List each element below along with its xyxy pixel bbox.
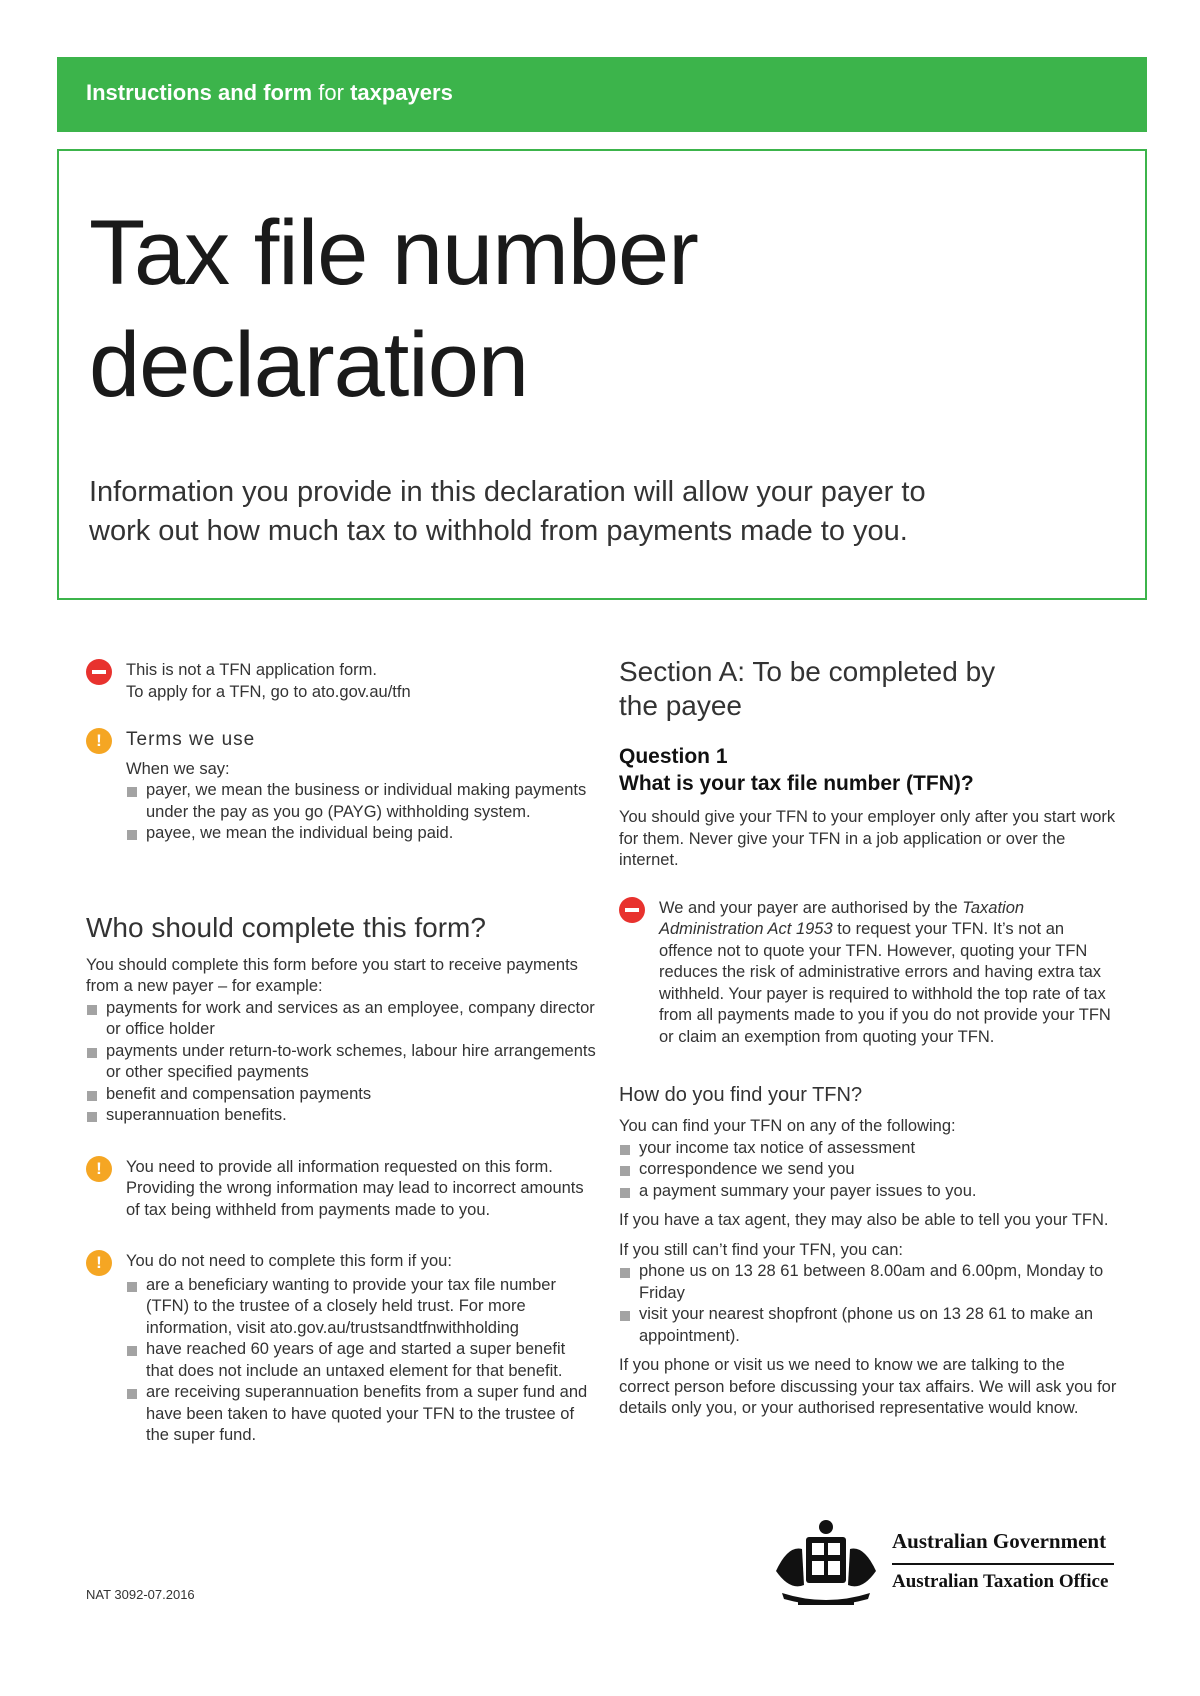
contact-list [619,1261,1119,1347]
verify-identity-text: If you phone or visit us we need to know we are talking to the correct person before discussing your tax affairs. We will ask you for details only you, or your authorised representative would know. [619,1356,1117,1417]
stop-icon [86,659,112,685]
who-intro: You should complete this form before you start to receive payments from a new payer – for example: [86,955,578,995]
provide-info-note: ! You need to provide all information requested on this form. Providing the wrong information may lead to incorrect amounts of tax being withheld from payments made to you. [86,1157,596,1222]
logo-government-text: Australian Government [892,1529,1107,1553]
who-heading: Who should complete this form? [86,911,486,943]
header-banner [57,57,1147,132]
list-item: phone us on 13 28 61 between 8.00am and 6.00pm, Monday to Friday [619,1261,1119,1304]
list-item: superannuation benefits. [86,1105,596,1127]
left-column [86,660,596,1447]
intro-text: Information you provide in this declaration will allow your payer to work out how much tax to withhold from payments made to you. [89,476,926,547]
not-application-note: This is not a TFN application form. To apply for a TFN, go to ato.gov.au/tfn [86,660,596,703]
still-cant-find-text: If you still can’t find your TFN, you can: [619,1240,903,1259]
list-item: visit your nearest shopfront (phone us on 13 28 61 to make an appointment). [619,1304,1119,1347]
title-box [57,149,1147,600]
list-item: correspondence we send you [619,1159,1119,1181]
list-item: benefit and compensation payments [86,1084,596,1106]
stop-icon [619,897,645,923]
not-needed-list [126,1275,596,1447]
question-intro: You should give your TFN to your employer only after you start work for them. Never give your TFN in a job application or over the internet. [619,808,1116,869]
section-a-heading: Section A: To be completed by the payee [619,656,996,721]
question-label: Question 1 [619,745,728,768]
list-item: payee, we mean the individual being paid. [126,823,596,845]
terms-title: Terms we use [126,729,256,750]
list-item: payer, we mean the business or individual making payments under the pay as you go (PAYG) withholding system. [126,780,596,823]
authorised-note: We and your payer are authorised by the Taxation Administration Act 1953 to request your TFN. It’s not an offence not to quote your TFN. However, quoting your TFN reduces the risk of administrative errors and having extra tax withheld. Your payer is required to withhold the top rate of tax from all payments made to you if you do not provide your TFN or claim an exemption from quoting your TFN. [619,898,1119,1049]
warning-icon: ! [86,1156,112,1182]
find-tfn-heading: How do you find your TFN? [619,1084,863,1106]
tax-agent-text: If you have a tax agent, they may also be able to tell you your TFN. [619,1211,1109,1229]
logo-ato-text: Australian Taxation Office [892,1571,1109,1592]
find-tfn-list [619,1138,1119,1203]
page-title: Tax file number declaration [89,202,698,416]
warning-icon: ! [86,728,112,754]
banner-text: Instructions and form for taxpayers [86,80,453,105]
form-code: NAT 3092-07.2016 [86,1587,195,1602]
list-item: are a beneficiary wanting to provide your tax file number (TFN) to the trustee of a closely held trust. For more information, visit ato.gov.au/trustsandtfnwithholding [126,1275,596,1340]
government-logo [768,1515,1120,1607]
coat-of-arms-icon [768,1515,884,1607]
logo-divider [892,1563,1114,1565]
warning-icon: ! [86,1250,112,1276]
list-item: have reached 60 years of age and started a super benefit that does not include an untaxed element for that benefit. [126,1339,596,1382]
list-item: a payment summary your payer issues to you. [619,1181,1119,1203]
who-list [86,998,596,1127]
terms-note: ! Terms we use When we say: payer, we mean the business or individual making payments under the pay as you go (PAYG) withholding system. payee, we mean the individual being paid. [86,729,596,845]
right-column: Section A: To be completed by the payee Question 1 What is your tax file number (TFN)? You should give your TFN to your employer only after you start work for them. Never give your TFN in a job application or over the internet. We and your payer are authorised by the Taxation Administration Act 1953 to request your TFN. It’s not an offence not to quote your TFN. However, quoting your TFN reduces the risk of administrative errors and having extra tax withheld. Your payer is required to withhold the top rate of tax from all payments made to you if you do not provide your TFN or claim an exemption from quoting your TFN. How do you find your TFN? You can find your TFN on any of the following: your income tax notice of assessment correspondence we send you a payment summary your payer issues to you. If you have a tax agent, they may also be able to tell you your TFN. If you still can’t find your TFN, you can: phone us on 13 28 61 between 8.00am and 6.00pm, Monday to Friday visit your nearest shopfront (phone us on 13 28 61 to make an appointment). If you phone or visit us we need to know we are talking to the correct person before discussing your tax affairs. We will ask you for details only you, or your authorised representative would know. [619,655,1119,1420]
list-item: your income tax notice of assessment [619,1138,1119,1160]
terms-list [126,780,596,845]
list-item: are receiving superannuation benefits from a super fund and have been taken to have quoted your TFN to the trustee of the super fund. [126,1382,596,1447]
question-text: What is your tax file number (TFN)? [619,772,974,795]
list-item: payments for work and services as an employee, company director or office holder [86,998,596,1041]
list-item: payments under return-to-work schemes, labour hire arrangements or other specified payments [86,1041,596,1084]
not-needed-note: ! You do not need to complete this form if you: are a beneficiary wanting to provide your tax file number (TFN) to the trustee of a closely held trust. For more information, visit ato.gov.au/trustsandtfnwithholding have reached 60 years of age and started a super benefit that does not include an untaxed element for that benefit. are receiving superannuation benefits from a super fund and have been taken to have quoted your TFN to the trustee of the super fund. [86,1251,596,1447]
